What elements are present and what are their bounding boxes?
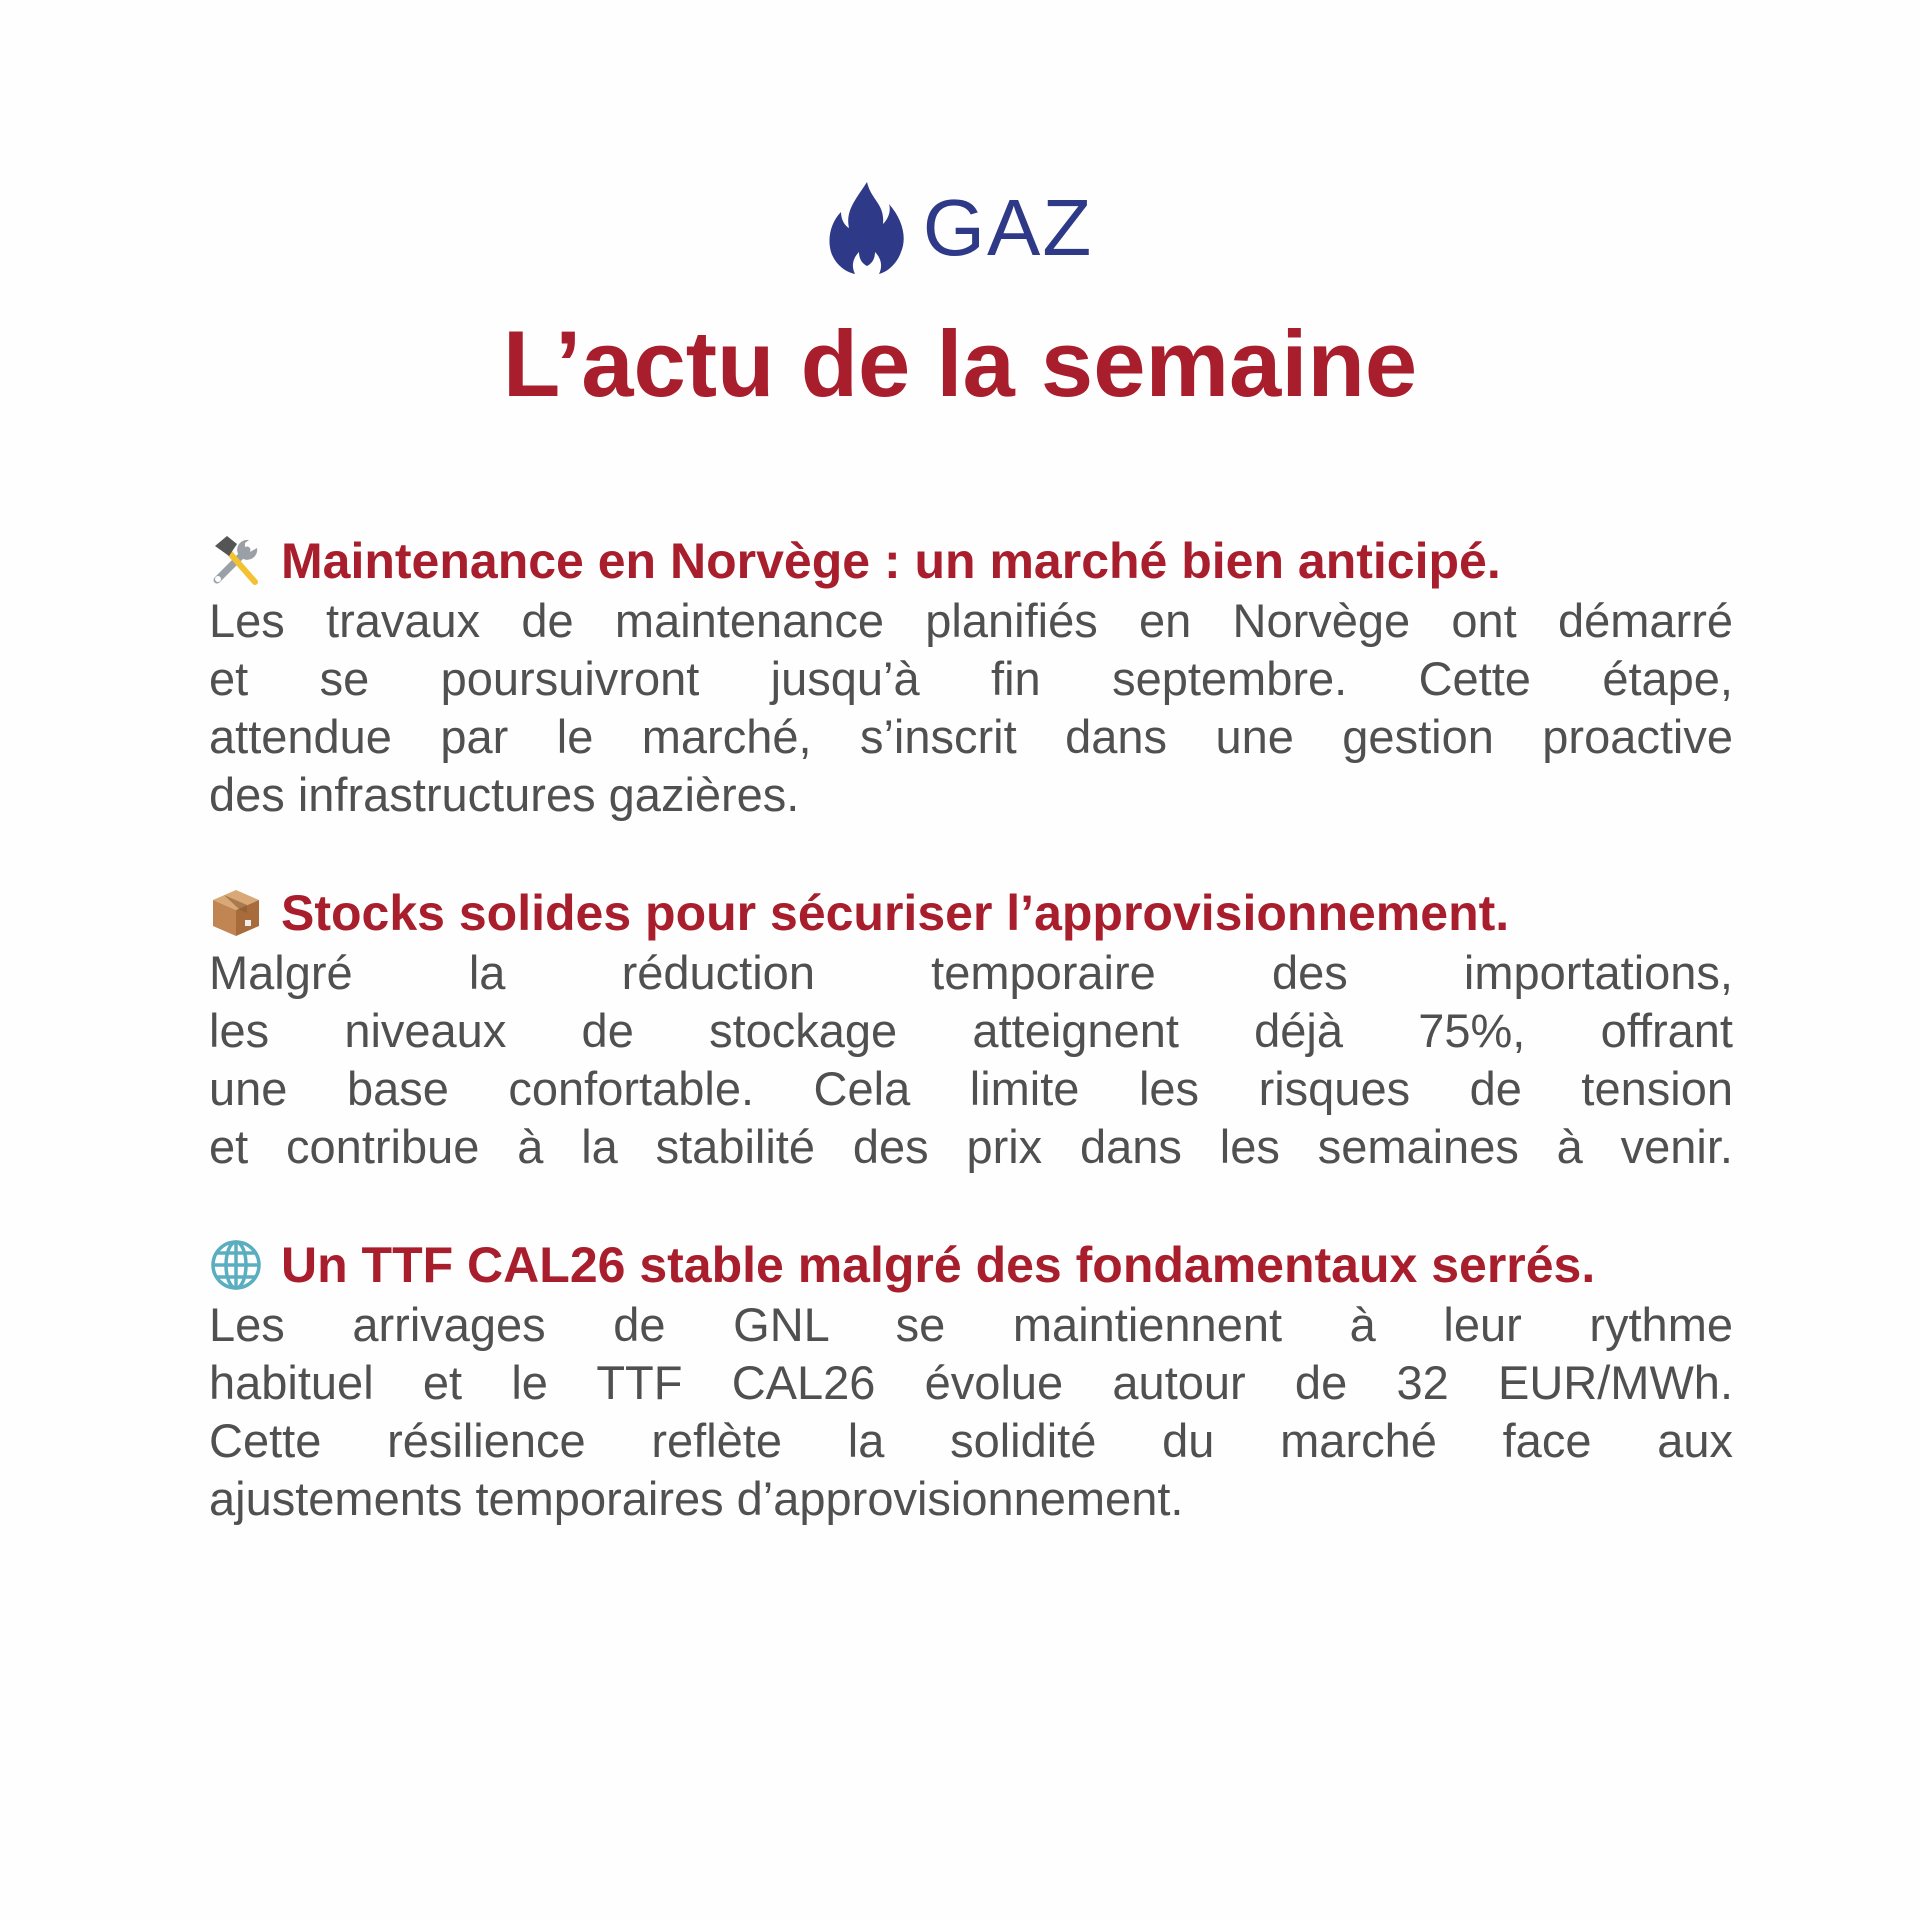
page-title: L’actu de la semaine: [502, 311, 1418, 416]
brand-header: [0, 180, 1920, 276]
globe-icon: [209, 1238, 263, 1292]
package-icon: [209, 886, 263, 940]
news-body-line: des infrastructures gazières.: [209, 768, 800, 821]
hammer-wrench-icon: [209, 534, 263, 588]
news-body-line: Les travaux de maintenance planifiés en Norvège ont démarré: [209, 594, 1733, 647]
news-item-maintenance: [209, 530, 1733, 824]
news-heading: [209, 882, 1733, 944]
news-item-stocks: [209, 882, 1733, 1176]
news-body-line: habituel et le TTF CAL26 évolue autour de 32 EUR/MWh.: [209, 1356, 1733, 1409]
news-body-line: attendue par le marché, s’inscrit dans une gestion proactive: [209, 710, 1733, 763]
news-body-line: et contribue à la stabilité des prix dans les semaines à venir.: [209, 1120, 1733, 1173]
news-body-line: Les arrivages de GNL se maintiennent à leur rythme: [209, 1298, 1733, 1351]
news-body-line: ajustements temporaires d’approvisionnement.: [209, 1472, 1184, 1525]
news-body-line: les niveaux de stockage atteignent déjà 75%, offrant: [209, 1004, 1733, 1057]
news-heading-text: Un TTF CAL26 stable malgré des fondamentaux serrés.: [281, 1237, 1596, 1293]
news-body-line: Cette résilience reflète la solidité du marché face aux: [209, 1414, 1733, 1467]
news-heading-text: Stocks solides pour sécuriser l’approvisionnement.: [281, 885, 1510, 941]
brand-label: GAZ: [922, 183, 1094, 272]
news-heading-text: Maintenance en Norvège : un marché bien anticipé.: [281, 533, 1501, 589]
news-item-ttf: [209, 1234, 1733, 1528]
news-body-line: et se poursuivront jusqu’à fin septembre. Cette étape,: [209, 652, 1733, 705]
flame-icon: [827, 180, 907, 276]
news-sections: [209, 530, 1733, 1586]
news-body-line: une base confortable. Cela limite les risques de tension: [209, 1062, 1733, 1115]
news-body-line: Malgré la réduction temporaire des importations,: [209, 946, 1733, 999]
news-heading: [209, 530, 1733, 592]
news-heading: [209, 1234, 1733, 1296]
